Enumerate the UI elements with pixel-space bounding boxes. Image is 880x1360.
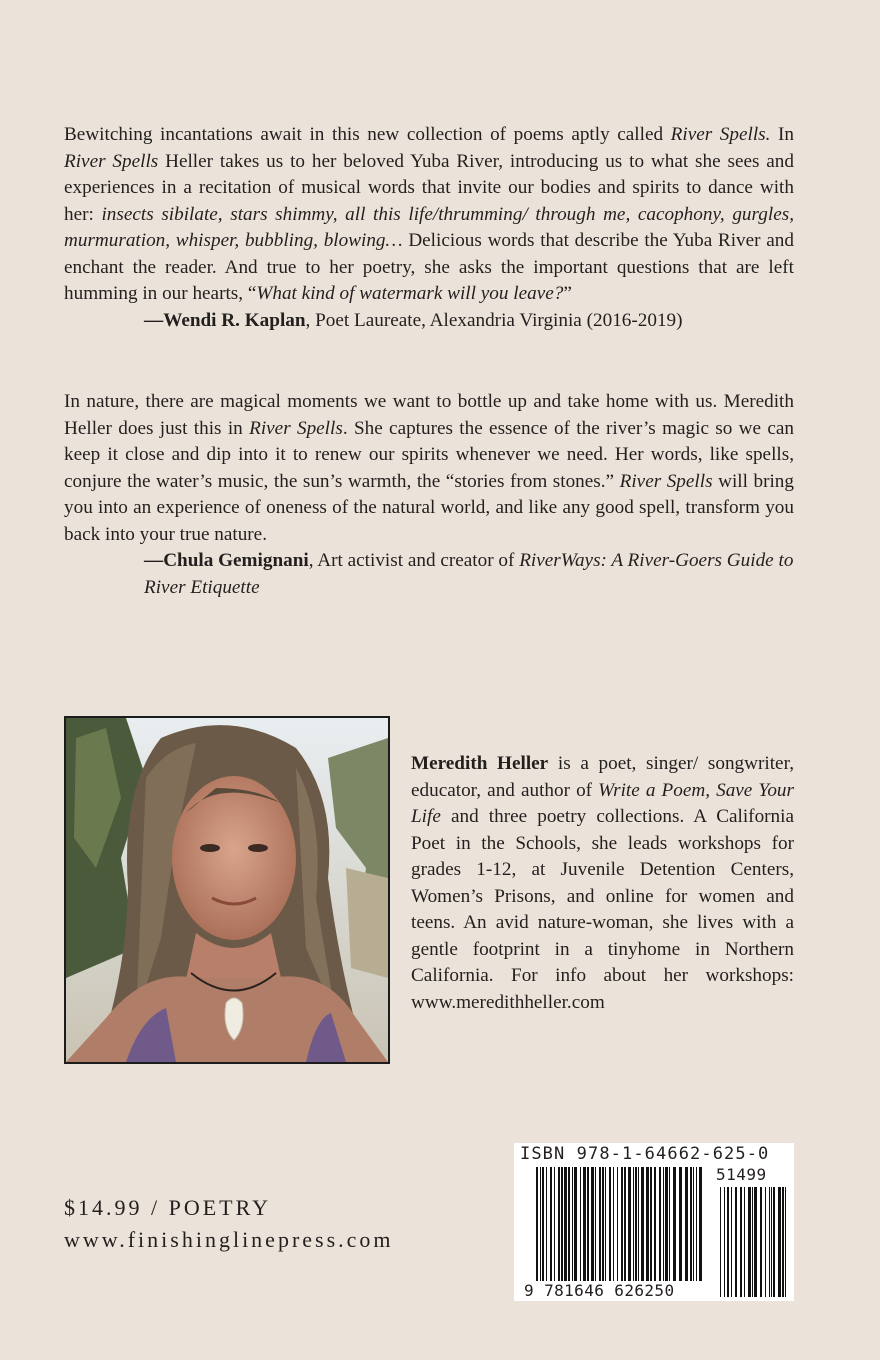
barcode-bar <box>613 1167 614 1281</box>
book-title: River Spells. <box>670 124 771 145</box>
barcode-bar <box>754 1187 757 1297</box>
barcode-bar <box>536 1167 538 1281</box>
barcode-bar <box>568 1167 570 1281</box>
book-title: Write a Poem, Save Your Life <box>411 779 794 827</box>
blurb-text: Bewitching incantations await in this new collection of poems aptly called River Spells. In River Spells Heller takes us to her beloved Yuba River, introducing us to what she sees and experiences in a recitation of musical words that invite our bodies and spirits to dance with her: insects sibilate, stars shimmy, all this life/thrumming/ through me, cacophony, gurgles, murmuration, whisper, bubbling, blowing… Delicious words that describe the Yuba River and enchant the reader. And true to her poetry, she asks the important questions that are left humming in our hearts, “What kind of watermark will you leave?” <box>64 124 794 304</box>
barcode-bar <box>605 1167 606 1281</box>
barcode-bar <box>785 1187 786 1297</box>
barcode-bar <box>765 1187 766 1297</box>
barcode-bar <box>650 1167 652 1281</box>
barcode-bar <box>561 1167 563 1281</box>
barcode-addon-number: 51499 <box>716 1165 767 1184</box>
barcode-bar <box>542 1167 544 1281</box>
barcode-bar <box>673 1167 676 1281</box>
blurb-attribution: —Wendi R. Kaplan, Poet Laureate, Alexandria Virginia (2016-2019) <box>144 309 683 331</box>
book-title: River Spells <box>64 150 159 172</box>
barcode-bar <box>760 1187 762 1297</box>
barcode-bar <box>599 1167 601 1281</box>
book-title: River Spells <box>249 417 343 439</box>
barcode-bar <box>591 1167 594 1281</box>
barcode-bar <box>744 1187 745 1297</box>
blurb-attribution: —Chula Gemignani, Art activist and creator of RiverWays: A River-Goers Guide to River Etiquette <box>144 550 794 598</box>
barcode-bar <box>654 1167 656 1281</box>
barcode-bar <box>624 1167 626 1281</box>
barcode-bar <box>540 1167 541 1281</box>
barcode-bar <box>572 1167 573 1281</box>
barcode-bar <box>633 1167 634 1281</box>
blurb-text: In nature, there are magical moments we want to bottle up and take home with us. Meredith Heller does just this in River Spells. She captures the essence of the river’s magic so we can keep it close and dip into it to renew our spirits whenever we need. Her words, like spells, conjure the water’s music, the sun’s warmth, the “stories from stones.” River Spells will bring you into an experience of oneness of the natural world, and like any good spell, transform you back into your true nature. <box>64 391 795 545</box>
barcode-bar <box>731 1187 732 1297</box>
author-portrait-illustration <box>66 718 388 1062</box>
barcode-bar <box>693 1167 694 1281</box>
barcode-bar <box>727 1187 729 1297</box>
price-and-publisher <box>64 1192 394 1256</box>
barcode-bar <box>782 1187 784 1297</box>
barcode-bar <box>554 1167 555 1281</box>
barcode-bar <box>663 1167 664 1281</box>
barcode-bar <box>646 1167 649 1281</box>
barcode-bar <box>609 1167 611 1281</box>
barcode-bar <box>580 1167 581 1281</box>
blurb-chula-gemignani <box>64 389 794 601</box>
barcode-bar <box>669 1167 670 1281</box>
author-name: Meredith Heller <box>411 753 549 774</box>
barcode-bar <box>574 1167 577 1281</box>
blurb-author: Chula Gemignani <box>163 550 309 571</box>
barcode-bar <box>558 1167 560 1281</box>
barcode-bar <box>564 1167 567 1281</box>
author-photo <box>64 716 390 1064</box>
work-title: RiverWays: A River-Goers Guide to River Etiquette <box>144 550 794 598</box>
price-genre: $14.99 / POETRY <box>64 1195 271 1220</box>
barcode-bar <box>602 1167 604 1281</box>
barcode-bar <box>635 1167 637 1281</box>
barcode-bar <box>621 1167 623 1281</box>
publisher-website[interactable]: www.finishinglinepress.com <box>64 1227 394 1252</box>
barcode-bar <box>752 1187 753 1297</box>
barcode-bar <box>685 1167 688 1281</box>
barcode-bar <box>771 1187 772 1297</box>
barcode-bar <box>583 1167 586 1281</box>
barcode-bar <box>638 1167 639 1281</box>
barcode-bar <box>696 1167 697 1281</box>
barcode-bar <box>690 1167 692 1281</box>
author-bio: Meredith Heller is a poet, singer/ songwriter, educator, and author of Write a Poem, Save Your Life and three poetry collections. A California Poet in the Schools, she leads workshops for grades 1-12, at Juvenile Detention Centers, Women’s Prisons, and online for women and teens. An avid nature-woman, she lives with a gentle footprint in a tinyhome in Northern California. For info about her workshops: www.meredithheller.com <box>411 753 794 1013</box>
barcode-bar <box>617 1167 618 1281</box>
barcode-ean-number: 9 781646 626250 <box>524 1281 675 1300</box>
isbn-label: ISBN 978-1-64662-625-0 <box>520 1144 770 1164</box>
barcode-bar <box>587 1167 589 1281</box>
barcode-bar <box>720 1187 721 1297</box>
barcode-bar <box>748 1187 751 1297</box>
isbn-barcode <box>514 1143 794 1301</box>
barcode-bar <box>769 1187 770 1297</box>
barcode-bar <box>546 1167 547 1281</box>
barcode-bar <box>641 1167 644 1281</box>
book-title: River Spells <box>619 470 713 492</box>
barcode-bar <box>699 1167 702 1281</box>
barcode-bar <box>659 1167 661 1281</box>
poem-question: What kind of watermark will you leave? <box>256 283 564 304</box>
barcode-bar <box>550 1167 552 1281</box>
barcode-bar <box>778 1187 781 1297</box>
blurb-wendi-kaplan <box>64 122 794 334</box>
barcode-bar <box>724 1187 725 1297</box>
barcode-bar <box>628 1167 631 1281</box>
barcode-bar <box>595 1167 596 1281</box>
blurb-author: Wendi R. Kaplan <box>163 309 306 331</box>
poem-quote: insects sibilate, stars shimmy, all this life/thrumming/ through me, cacophony, gurgles, murmuration, whisper, bubbling, blowing… <box>64 203 794 251</box>
barcode-bar <box>740 1187 742 1297</box>
barcode-bar <box>735 1187 737 1297</box>
barcode-bar <box>679 1167 682 1281</box>
barcode-bar <box>665 1167 668 1281</box>
barcode-bar <box>773 1187 775 1297</box>
